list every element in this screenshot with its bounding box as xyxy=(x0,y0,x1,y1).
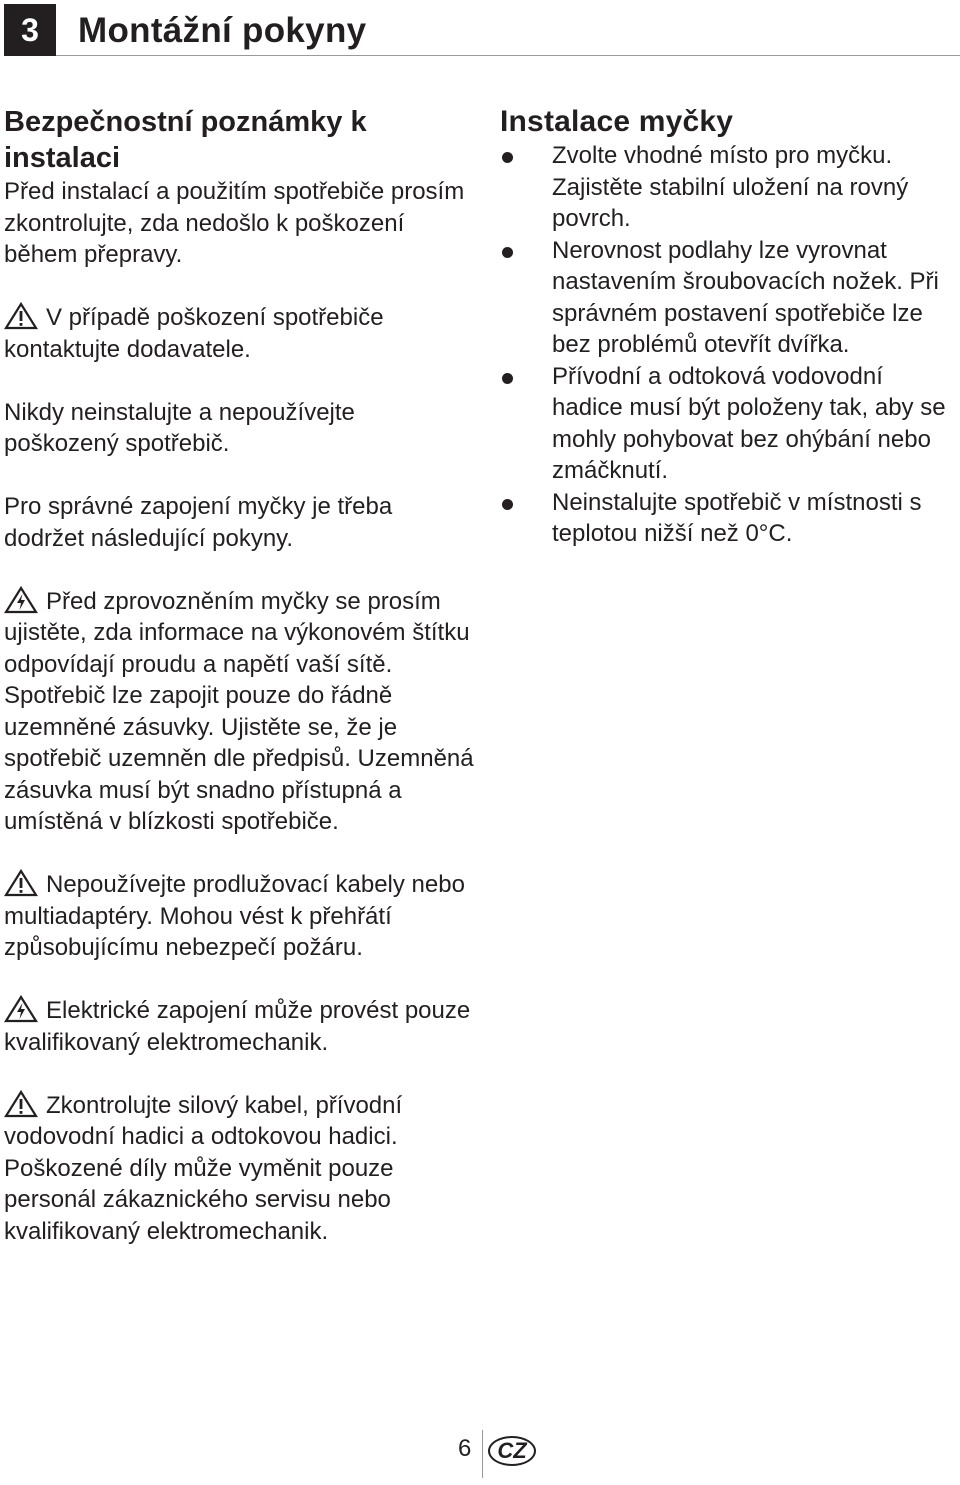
list-item: Zvolte vhodné místo pro myčku. Zajistěte stabilní uložení na rovný povrch. xyxy=(500,140,960,235)
safety-intro: Před instalací a použitím spotřebiče prosím zkontrolujte, zda nedošlo k poškození během přepravy. xyxy=(4,178,465,268)
installation-column xyxy=(500,104,960,550)
safety-notes-column xyxy=(4,104,474,1247)
electric-warning-qualified-text: Elektrické zapojení může provést pouze kvalifikovaný elektromechanik. xyxy=(4,997,471,1056)
damage-warning xyxy=(4,302,474,365)
bullet-icon xyxy=(502,373,513,384)
check-cables-warning xyxy=(4,1090,474,1248)
installation-list xyxy=(500,140,960,550)
page-footer xyxy=(0,1430,960,1480)
electric-warning-rating xyxy=(4,586,474,838)
proper-connection-note: Pro správné zapojení myčky je třeba dodržet následující pokyny. xyxy=(4,493,393,552)
extension-warning xyxy=(4,869,474,964)
never-install-note: Nikdy neinstalujte a nepoužívejte poškozený spotřebič. xyxy=(4,398,355,457)
chapter-title: Montážní pokyny xyxy=(78,11,367,50)
list-item: Nerovnost podlahy lze vyrovnat nastavením šroubovacích nožek. Při správném postavení spotřebiče lze bez problémů otevřít dvířka. xyxy=(500,235,960,361)
header-divider xyxy=(56,55,960,56)
electric-warning-rating-text: Před zprovozněním myčky se prosím ujistěte, zda informace na výkonovém štítku odpovídají proudu a napětí vaší sítě. Spotřebič lze zapojit pouze do řádně uzemněné zásuvky. Ujistěte se, že je spotřebič uzemněn dle předpisů. Uzemněná zásuvka musí být snadno přístupná a umístěná v blízkosti spotřebiče. xyxy=(4,587,474,835)
warning-triangle-icon xyxy=(4,1090,38,1116)
warning-triangle-icon xyxy=(4,869,38,895)
electric-warning-icon xyxy=(4,586,38,612)
electric-warning-icon xyxy=(4,995,38,1021)
footer-divider xyxy=(482,1430,483,1478)
safety-heading: Bezpečnostní poznámky k instalaci xyxy=(4,106,367,174)
extension-warning-text: Nepoužívejte prodlužovací kabely nebo multiadaptéry. Mohou vést k přehřátí způsobujícímu nebezpečí požáru. xyxy=(4,871,465,961)
chapter-header xyxy=(0,0,960,60)
damage-warning-text: V případě poškození spotřebiče kontaktujte dodavatele. xyxy=(4,304,384,363)
electric-warning-qualified xyxy=(4,995,474,1058)
list-item: Neinstalujte spotřebič v místnosti s teplotou nižší než 0°C. xyxy=(500,487,960,550)
installation-heading: Instalace myčky xyxy=(500,105,734,138)
page-number: 6 xyxy=(458,1435,472,1462)
bullet-icon xyxy=(502,499,513,510)
warning-triangle-icon xyxy=(4,302,38,328)
list-item: Přívodní a odtoková vodovodní hadice musí být položeny tak, aby se mohly pohybovat bez ohýbání nebo zmáčknutí. xyxy=(500,361,960,487)
language-badge: CZ xyxy=(488,1436,536,1466)
bullet-icon xyxy=(502,247,513,258)
bullet-icon xyxy=(502,152,513,163)
check-cables-warning-text: Zkontrolujte silový kabel, přívodní vodovodní hadici a odtokovou hadici. Poškozené díly může vyměnit pouze personál zákaznického servisu nebo kvalifikovaný elektromechanik. xyxy=(4,1091,403,1245)
chapter-number: 3 xyxy=(4,4,56,56)
